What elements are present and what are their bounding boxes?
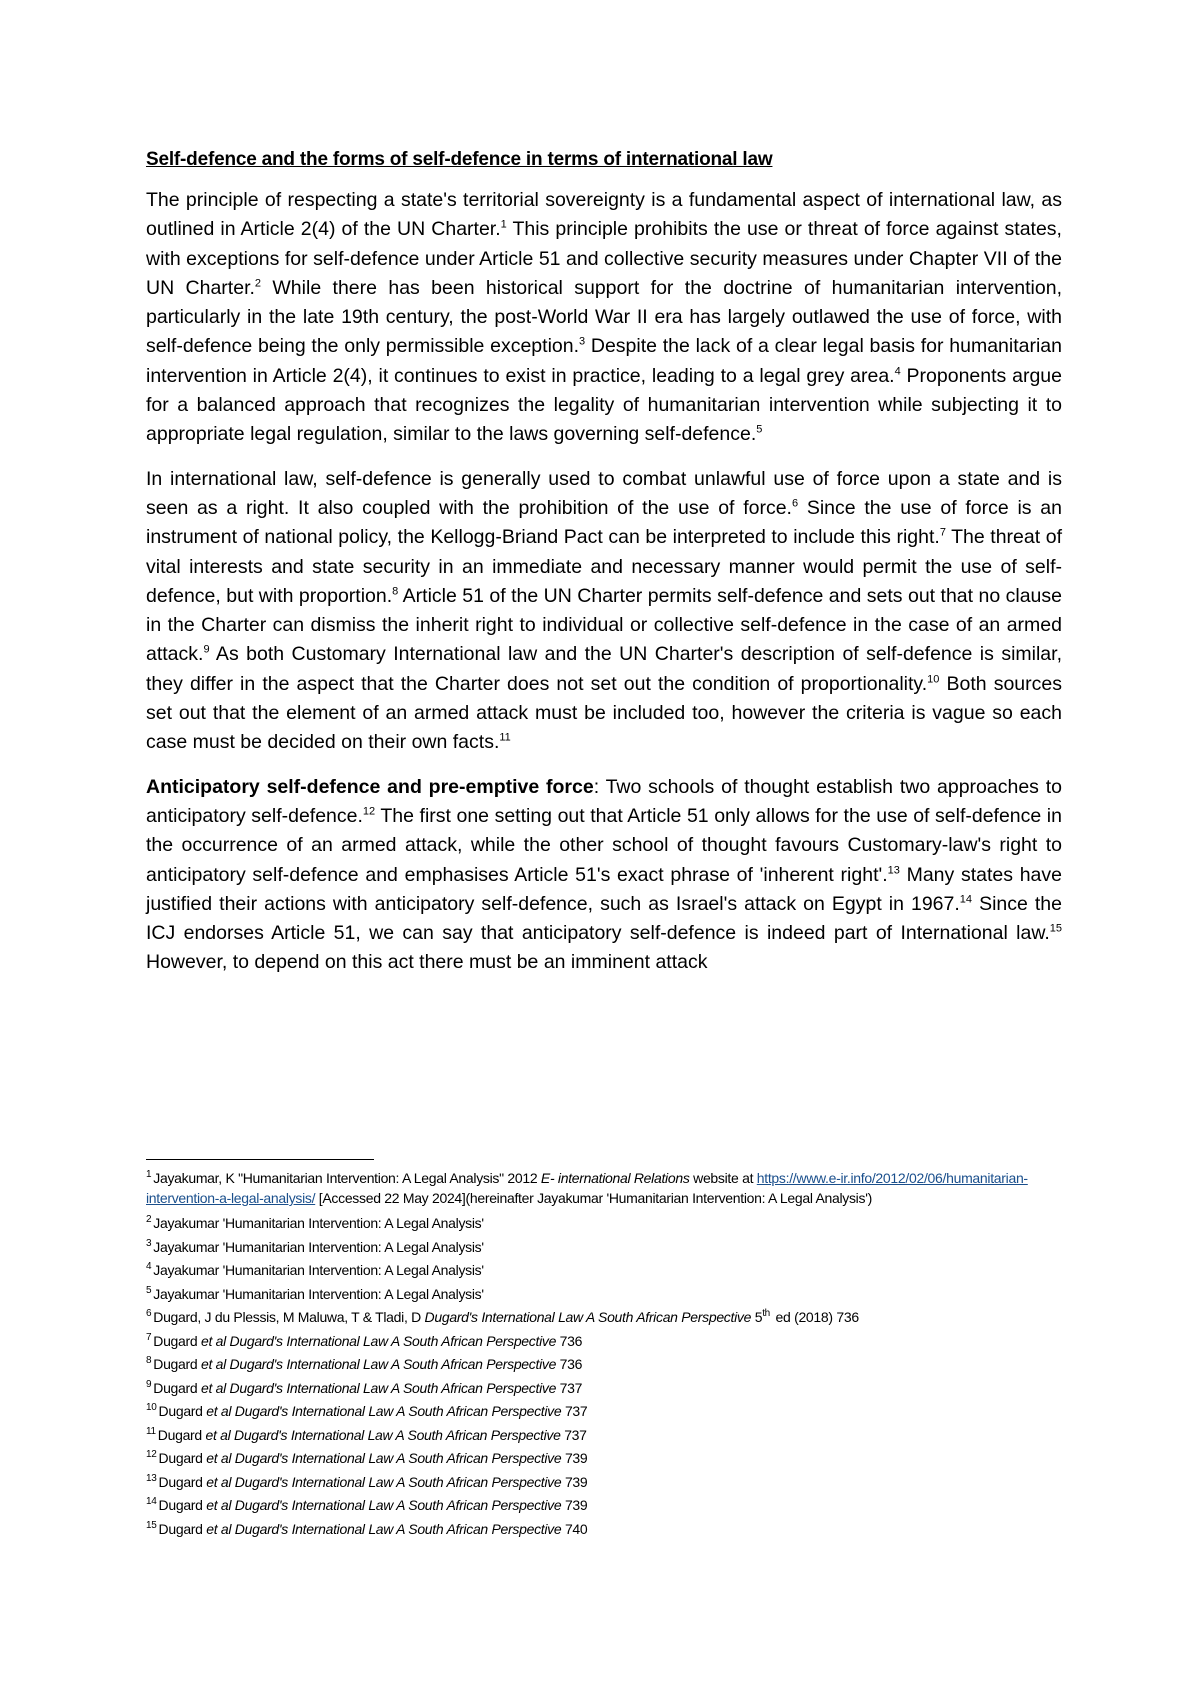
footnote-reference: 3 [579, 335, 586, 348]
text-run: Many states have justified their actions with anticipatory self-defence, such as Israel's attack on Egypt in 1967. [146, 863, 1062, 915]
document-page [146, 148, 1062, 993]
footnote-reference: 9 [203, 643, 210, 656]
text-run: Dugard [153, 1379, 201, 1396]
italic-title-run: et al Dugard's International Law A South African Perspective [206, 1403, 562, 1419]
text-run: : Two schools of thought establish two approaches to anticipatory self-defence. [146, 775, 1062, 827]
text-run: While there has been historical support for the doctrine of humanitarian intervention, particularly in the late 19th century, the post-World War II era has largely outlawed the use of force, with self-defence being the only permissible exception. [146, 276, 1062, 358]
footnote-reference: 13 [887, 864, 900, 877]
footnote-number: 9 [146, 1378, 152, 1390]
text-run: Dugard [158, 1473, 207, 1490]
footnote-number: 7 [146, 1331, 152, 1343]
text-run: The threat of vital interests and state security in an immediate and necessary manner would permit the use of self-defence, but with proportion. [146, 526, 1062, 607]
text-run: ed (2018) 736 [771, 1309, 859, 1325]
text-run: 740 [561, 1520, 588, 1537]
footnote-10 [146, 1400, 1066, 1424]
footnotes-section [146, 1168, 1066, 1541]
footnote-number: 10 [146, 1402, 157, 1414]
italic-title-run: et al Dugard's International Law A South African Perspective [206, 1520, 562, 1537]
text-run: Dugard [158, 1520, 207, 1537]
text-run: However, to depend on this act there must be an imminent attack [146, 951, 708, 974]
footnote-number: 5 [146, 1284, 152, 1296]
footnote-reference: 2 [254, 277, 262, 290]
text-run: Jayakumar, K "Humanitarian Intervention: A Legal Analysis" 2012 [153, 1170, 541, 1186]
text-run: website at [689, 1170, 757, 1186]
text-run: Dugard, J du Plessis, M Maluwa, T & Tladi, D [153, 1309, 425, 1325]
footnote-reference: 6 [791, 497, 799, 510]
text-run: 736 [556, 1332, 583, 1349]
footnote-separator [146, 1159, 374, 1160]
text-run: Article 51 of the UN Charter permits self-defence and sets out that no clause in the Charter can dismiss the inherit right to individual or collective self-defence in the case of an armed attack. [146, 584, 1062, 666]
body-paragraph [146, 186, 1062, 450]
footnote-number: 12 [146, 1449, 157, 1461]
footnote-reference: 14 [959, 893, 973, 906]
text-run: 736 [556, 1356, 583, 1372]
footnote-number: 15 [146, 1519, 157, 1531]
footnote-13 [146, 1471, 1066, 1495]
body-paragraph [146, 773, 1062, 978]
footnote-7 [146, 1330, 1066, 1354]
text-run: Dugard [158, 1403, 207, 1419]
footnote-reference: th [762, 1308, 770, 1320]
text-run: Jayakumar 'Humanitarian Intervention: A Legal Analysis' [153, 1285, 484, 1302]
footnote-8 [146, 1353, 1066, 1377]
text-run: 5 [751, 1309, 763, 1325]
text-run: Jayakumar 'Humanitarian Intervention: A Legal Analysis' [153, 1215, 484, 1231]
footnote-number: 3 [146, 1237, 152, 1249]
text-run: Jayakumar 'Humanitarian Intervention: A Legal Analysis' [153, 1262, 484, 1278]
footnote-number: 4 [146, 1261, 152, 1273]
text-run: Dugard [153, 1332, 201, 1349]
footnote-number: 14 [146, 1496, 157, 1508]
footnote-6 [146, 1306, 1066, 1330]
text-run: This principle prohibits the use or threat of force against states, with exceptions for self-defence under Article 51 and collective security measures under Chapter VII of the UN Charter. [146, 218, 1062, 299]
footnote-number: 8 [146, 1355, 152, 1367]
text-run: 739 [561, 1497, 588, 1513]
footnote-reference: 7 [939, 526, 946, 539]
footnote-number: 13 [146, 1472, 157, 1484]
italic-title-run: et al Dugard's International Law A South African Perspective [200, 1379, 557, 1396]
footnote-reference: 10 [927, 673, 940, 686]
text-run: 739 [561, 1450, 588, 1466]
italic-title-run: et al Dugard's International Law A South African Perspective [206, 1450, 562, 1466]
footnote-4 [146, 1259, 1066, 1283]
text-run: In international law, self-defence is generally used to combat unlawful use of force upon a state and is seen as a right. It also coupled with the prohibition of the use of force. [146, 467, 1062, 519]
italic-title-run: et al Dugard's International Law A South African Perspective [206, 1473, 562, 1490]
text-run: Both sources set out that the element of an armed attack must be included too, however the criteria is vague so each case must be decided on their own facts. [146, 672, 1062, 754]
footnote-1 [146, 1168, 1066, 1208]
text-run: As both Customary International law and the UN Charter's description of self-defence is similar, they differ in the aspect that the Charter does not set out the condition of proportionality. [146, 643, 1062, 695]
text-run: Dugard [158, 1450, 207, 1466]
footnote-9 [146, 1377, 1066, 1401]
footnote-reference: 11 [499, 731, 511, 744]
document-title: Self-defence and the forms of self-defence in terms of international law [146, 149, 773, 170]
text-run: Since the ICJ endorses Article 51, we can say that anticipatory self-defence is indeed part of International law. [146, 892, 1062, 945]
text-run: 737 [556, 1379, 583, 1396]
source-link[interactable]: https://www.e-ir.info/2012/02/06/humanitarian-intervention-a-legal-analysis/ [146, 1170, 1028, 1206]
italic-title-run: et al Dugard's International Law A South African Perspective [200, 1356, 557, 1372]
text-run: 739 [561, 1473, 588, 1490]
footnote-number: 2 [146, 1214, 152, 1226]
body-paragraph [146, 465, 1062, 758]
bold-heading-run: Anticipatory self-defence and pre-emptive force [146, 775, 594, 798]
text-run: Jayakumar 'Humanitarian Intervention: A Legal Analysis' [153, 1238, 484, 1255]
text-run: [Accessed 22 May 2024](hereinafter Jayakumar 'Humanitarian Intervention: A Legal Analysis') [315, 1190, 872, 1206]
text-run: Since the use of force is an instrument of national policy, the Kellogg-Briand Pact can be interpreted to include this right. [146, 496, 1062, 549]
italic-title-run: E- international Relations [540, 1170, 690, 1186]
footnote-11 [146, 1424, 1066, 1448]
footnote-reference: 5 [756, 423, 763, 436]
footnote-reference: 12 [362, 805, 376, 818]
footnote-reference: 1 [500, 218, 507, 231]
italic-title-run: Dugard's International Law A South African Perspective [424, 1309, 752, 1325]
text-run: The first one setting out that Article 51 only allows for the use of self-defence in the occurrence of an armed attack, while the other school of thought favours Customary-law's right to anticipatory self-defence and emphasises Article 51's exact phrase of 'inherent right'. [146, 804, 1062, 886]
footnote-reference: 15 [1049, 922, 1062, 935]
footnote-3 [146, 1236, 1066, 1260]
text-run: 737 [561, 1403, 588, 1419]
text-run: Proponents argue for a balanced approach that recognizes the legality of humanitarian intervention while subjecting it to appropriate legal regulation, similar to the laws governing self-defence. [146, 364, 1062, 446]
footnote-reference: 4 [894, 365, 901, 378]
italic-title-run: et al Dugard's International Law A South African Perspective [206, 1497, 562, 1513]
footnote-5 [146, 1283, 1066, 1307]
italic-title-run: et al Dugard's International Law A South African Perspective [205, 1426, 561, 1443]
footnote-number: 11 [146, 1425, 156, 1437]
text-run: 737 [560, 1426, 587, 1443]
footnote-15 [146, 1518, 1066, 1542]
footnote-number: 6 [146, 1308, 152, 1320]
text-run: Despite the lack of a clear legal basis for humanitarian intervention in Article 2(4), it continues to exist in practice, leading to a legal grey area. [146, 335, 1062, 387]
text-run: Dugard [157, 1426, 206, 1443]
footnote-reference: 8 [392, 585, 399, 598]
footnote-12 [146, 1447, 1066, 1471]
italic-title-run: et al Dugard's International Law A South African Perspective [200, 1332, 557, 1349]
footnote-number: 1 [146, 1169, 152, 1181]
text-run: Dugard [153, 1356, 201, 1372]
text-run: The principle of respecting a state's territorial sovereignty is a fundamental aspect of international law, as outlined in Article 2(4) of the UN Charter. [146, 189, 1062, 241]
text-run: Dugard [158, 1497, 207, 1513]
footnote-2 [146, 1212, 1066, 1236]
footnote-14 [146, 1494, 1066, 1518]
